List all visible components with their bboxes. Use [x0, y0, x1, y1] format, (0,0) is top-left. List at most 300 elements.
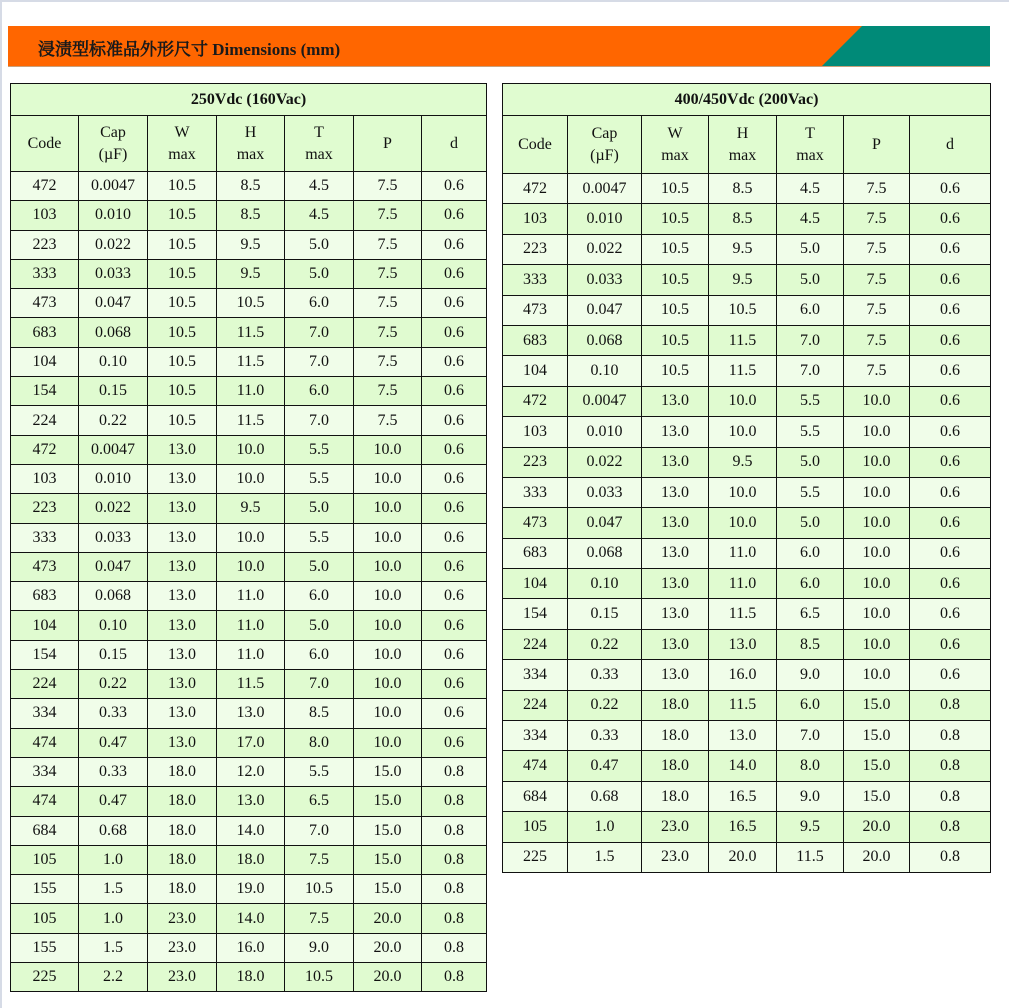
column-header-h-max: [217, 116, 285, 172]
cell-h-max: 13.0: [709, 629, 777, 659]
column-header-p: [354, 116, 422, 172]
voltage-rating-title: 250Vdc (160Vac): [11, 84, 487, 116]
cell-code: 473: [503, 295, 568, 325]
cell-w-max: 23.0: [148, 904, 217, 933]
cell-d: 0.6: [422, 640, 487, 669]
cell-d: 0.6: [422, 699, 487, 728]
cell-h-max: 10.0: [217, 464, 285, 493]
cell-cap: 0.010: [568, 417, 642, 447]
table-row: [11, 611, 487, 640]
cell-p: 10.0: [844, 447, 910, 477]
cell-h-max: 14.0: [217, 816, 285, 845]
cell-d: 0.6: [422, 377, 487, 406]
cell-h-max: 11.5: [217, 406, 285, 435]
column-header-sublabel: (µF): [98, 145, 128, 163]
table-row: [11, 904, 487, 933]
table-row: [11, 699, 487, 728]
cell-cap: 0.022: [568, 234, 642, 264]
cell-d: 0.6: [422, 435, 487, 464]
cell-code: 473: [11, 552, 79, 581]
cell-code: 104: [503, 569, 568, 599]
cell-p: 7.5: [844, 356, 910, 386]
column-header-sublabel: max: [236, 145, 265, 163]
cell-cap: 1.5: [79, 933, 148, 962]
cell-w-max: 18.0: [642, 751, 709, 781]
cell-w-max: 10.5: [148, 406, 217, 435]
cell-h-max: 11.0: [217, 377, 285, 406]
column-header-label: Cap: [591, 124, 618, 142]
table-row: [503, 690, 991, 720]
cell-w-max: 23.0: [642, 842, 709, 872]
cell-cap: 0.22: [568, 629, 642, 659]
cell-t-max: 7.0: [285, 318, 354, 347]
cell-code: 684: [11, 816, 79, 845]
cell-p: 10.0: [844, 508, 910, 538]
table-row: [503, 569, 991, 599]
cell-cap: 0.047: [568, 295, 642, 325]
table-row: [11, 406, 487, 435]
cell-p: 15.0: [354, 875, 422, 904]
column-header-sublabel: max: [728, 146, 757, 164]
cell-cap: 0.10: [79, 611, 148, 640]
cell-d: 0.8: [422, 787, 487, 816]
cell-t-max: 10.5: [285, 963, 354, 992]
cell-t-max: 5.0: [777, 265, 844, 295]
cell-d: 0.8: [910, 690, 991, 720]
cell-d: 0.6: [910, 325, 991, 355]
cell-cap: 0.022: [568, 447, 642, 477]
column-header-label: T: [805, 124, 815, 142]
cell-p: 7.5: [844, 234, 910, 264]
cell-w-max: 13.0: [642, 477, 709, 507]
cell-p: 7.5: [354, 406, 422, 435]
cell-w-max: 10.5: [148, 259, 217, 288]
cell-p: 15.0: [844, 781, 910, 811]
table-row: [503, 599, 991, 629]
table-row: [503, 842, 991, 872]
column-header-w-max: [148, 116, 217, 172]
cell-w-max: 10.5: [148, 318, 217, 347]
cell-w-max: 13.0: [148, 611, 217, 640]
cell-w-max: 23.0: [642, 812, 709, 842]
cell-p: 20.0: [844, 812, 910, 842]
cell-d: 0.6: [422, 611, 487, 640]
section-banner: [8, 26, 990, 67]
cell-p: 10.0: [354, 523, 422, 552]
table-row: [503, 234, 991, 264]
cell-code: 155: [11, 875, 79, 904]
cell-d: 0.6: [910, 538, 991, 568]
cell-h-max: 10.0: [709, 417, 777, 447]
cell-t-max: 5.5: [285, 464, 354, 493]
cell-d: 0.6: [422, 289, 487, 318]
cell-t-max: 6.0: [285, 377, 354, 406]
cell-p: 7.5: [354, 318, 422, 347]
cell-cap: 0.22: [79, 670, 148, 699]
cell-t-max: 9.0: [777, 781, 844, 811]
table-row: [503, 721, 991, 751]
cell-w-max: 10.5: [148, 347, 217, 376]
table-row: [503, 538, 991, 568]
cell-p: 7.5: [354, 259, 422, 288]
cell-cap: 0.22: [79, 406, 148, 435]
cell-t-max: 7.5: [285, 904, 354, 933]
table-row: [503, 477, 991, 507]
cell-t-max: 6.0: [777, 538, 844, 568]
cell-p: 10.0: [844, 599, 910, 629]
cell-h-max: 10.5: [709, 295, 777, 325]
cell-d: 0.8: [910, 842, 991, 872]
cell-cap: 0.0047: [568, 174, 642, 204]
cell-code: 104: [11, 611, 79, 640]
table-row: [11, 464, 487, 493]
cell-h-max: 10.5: [217, 289, 285, 318]
cell-d: 0.6: [422, 523, 487, 552]
cell-w-max: 18.0: [148, 875, 217, 904]
column-header-sublabel: max: [661, 146, 689, 164]
cell-d: 0.8: [422, 904, 487, 933]
cell-d: 0.6: [910, 477, 991, 507]
cell-h-max: 8.5: [709, 204, 777, 234]
cell-d: 0.6: [422, 670, 487, 699]
cell-t-max: 7.0: [777, 356, 844, 386]
cell-p: 15.0: [844, 690, 910, 720]
cell-d: 0.6: [910, 660, 991, 690]
cell-p: 10.0: [354, 435, 422, 464]
column-header-label: d: [946, 135, 955, 153]
table-row: [503, 386, 991, 416]
cell-d: 0.8: [422, 963, 487, 992]
cell-cap: 0.47: [568, 751, 642, 781]
cell-code: 333: [503, 265, 568, 295]
cell-h-max: 10.0: [217, 435, 285, 464]
cell-d: 0.6: [910, 629, 991, 659]
cell-cap: 0.047: [79, 289, 148, 318]
cell-p: 7.5: [354, 201, 422, 230]
cell-cap: 0.15: [79, 377, 148, 406]
cell-code: 683: [11, 318, 79, 347]
cell-code: 683: [503, 325, 568, 355]
cell-cap: 0.0047: [568, 386, 642, 416]
cell-t-max: 6.5: [777, 599, 844, 629]
table-row: [503, 417, 991, 447]
table-row: [11, 435, 487, 464]
cell-h-max: 9.5: [217, 494, 285, 523]
cell-d: 0.6: [910, 265, 991, 295]
cell-p: 7.5: [354, 289, 422, 318]
cell-cap: 0.15: [568, 599, 642, 629]
cell-h-max: 9.5: [709, 265, 777, 295]
cell-h-max: 8.5: [217, 172, 285, 201]
cell-p: 10.0: [844, 629, 910, 659]
cell-cap: 0.068: [568, 538, 642, 568]
cell-h-max: 11.0: [217, 640, 285, 669]
cell-t-max: 4.5: [777, 174, 844, 204]
cell-code: 104: [503, 356, 568, 386]
cell-h-max: 8.5: [709, 174, 777, 204]
cell-d: 0.6: [422, 318, 487, 347]
table-row: [11, 201, 487, 230]
cell-h-max: 18.0: [217, 963, 285, 992]
cell-code: 333: [11, 259, 79, 288]
column-header-h-max: [709, 116, 777, 174]
cell-t-max: 8.0: [285, 728, 354, 757]
cell-h-max: 9.5: [709, 447, 777, 477]
cell-h-max: 16.0: [217, 933, 285, 962]
table-row: [11, 875, 487, 904]
cell-code: 155: [11, 933, 79, 962]
cell-w-max: 13.0: [642, 417, 709, 447]
cell-d: 0.6: [910, 234, 991, 264]
column-header-w-max: [642, 116, 709, 174]
column-header-sublabel: (µF): [590, 146, 619, 164]
cell-code: 225: [11, 963, 79, 992]
cell-code: 334: [11, 757, 79, 786]
cell-t-max: 5.0: [777, 447, 844, 477]
cell-h-max: 10.0: [709, 508, 777, 538]
column-header-label: P: [872, 135, 881, 153]
cell-w-max: 10.5: [148, 377, 217, 406]
cell-p: 10.0: [844, 538, 910, 568]
cell-code: 223: [11, 494, 79, 523]
cell-h-max: 11.5: [217, 347, 285, 376]
cell-cap: 0.10: [568, 569, 642, 599]
cell-d: 0.8: [910, 781, 991, 811]
cell-w-max: 10.5: [642, 325, 709, 355]
table-row: [11, 230, 487, 259]
column-header-sublabel: max: [796, 146, 824, 164]
cell-p: 20.0: [354, 933, 422, 962]
cell-d: 0.8: [422, 757, 487, 786]
cell-t-max: 6.0: [777, 690, 844, 720]
cell-code: 334: [11, 699, 79, 728]
cell-t-max: 8.5: [285, 699, 354, 728]
cell-t-max: 5.0: [285, 552, 354, 581]
cell-code: 154: [11, 640, 79, 669]
cell-t-max: 4.5: [285, 201, 354, 230]
cell-p: 10.0: [844, 417, 910, 447]
cell-w-max: 18.0: [642, 721, 709, 751]
cell-cap: 0.33: [79, 699, 148, 728]
cell-code: 223: [503, 234, 568, 264]
cell-w-max: 13.0: [642, 447, 709, 477]
cell-w-max: 10.5: [148, 172, 217, 201]
cell-p: 10.0: [844, 569, 910, 599]
cell-t-max: 6.0: [777, 295, 844, 325]
cell-t-max: 11.5: [777, 842, 844, 872]
column-header-label: W: [667, 124, 683, 142]
cell-cap: 0.022: [79, 230, 148, 259]
cell-cap: 0.068: [79, 318, 148, 347]
cell-h-max: 9.5: [217, 230, 285, 259]
cell-h-max: 11.0: [217, 582, 285, 611]
cell-d: 0.6: [910, 447, 991, 477]
cell-h-max: 16.5: [709, 781, 777, 811]
cell-d: 0.6: [422, 464, 487, 493]
cell-p: 7.5: [844, 204, 910, 234]
cell-t-max: 7.0: [285, 816, 354, 845]
table-row: [11, 582, 487, 611]
cell-code: 472: [11, 172, 79, 201]
table-row: [11, 670, 487, 699]
dimensions-table-400-450vdc: [502, 83, 991, 873]
column-header-d: [910, 116, 991, 174]
cell-w-max: 18.0: [148, 757, 217, 786]
cell-d: 0.6: [910, 174, 991, 204]
cell-p: 10.0: [844, 660, 910, 690]
cell-cap: 0.010: [79, 464, 148, 493]
cell-code: 224: [503, 690, 568, 720]
cell-p: 10.0: [844, 477, 910, 507]
table-row: [503, 781, 991, 811]
page-top-edge: [0, 0, 1009, 2]
table-row: [503, 325, 991, 355]
cell-d: 0.6: [422, 201, 487, 230]
cell-p: 10.0: [354, 464, 422, 493]
cell-code: 333: [11, 523, 79, 552]
table-row: [11, 640, 487, 669]
cell-w-max: 18.0: [148, 845, 217, 874]
cell-cap: 0.33: [79, 757, 148, 786]
cell-h-max: 11.0: [709, 538, 777, 568]
cell-p: 7.5: [844, 295, 910, 325]
cell-t-max: 6.0: [285, 289, 354, 318]
cell-t-max: 7.0: [285, 406, 354, 435]
cell-w-max: 10.5: [642, 234, 709, 264]
column-header-row: [11, 116, 487, 172]
cell-cap: 0.010: [568, 204, 642, 234]
table-row: [11, 172, 487, 201]
cell-w-max: 13.0: [642, 569, 709, 599]
cell-code: 473: [11, 289, 79, 318]
cell-p: 7.5: [844, 265, 910, 295]
cell-h-max: 11.5: [709, 599, 777, 629]
cell-cap: 0.22: [568, 690, 642, 720]
cell-code: 103: [11, 201, 79, 230]
cell-h-max: 14.0: [709, 751, 777, 781]
cell-w-max: 13.0: [642, 660, 709, 690]
cell-t-max: 5.0: [285, 494, 354, 523]
cell-w-max: 13.0: [148, 435, 217, 464]
table-row: [503, 508, 991, 538]
cell-t-max: 6.5: [285, 787, 354, 816]
cell-h-max: 10.0: [709, 477, 777, 507]
cell-p: 20.0: [354, 904, 422, 933]
cell-cap: 0.68: [568, 781, 642, 811]
cell-h-max: 11.0: [217, 611, 285, 640]
cell-cap: 0.022: [79, 494, 148, 523]
cell-t-max: 7.0: [285, 670, 354, 699]
table-row: [11, 523, 487, 552]
cell-h-max: 13.0: [217, 699, 285, 728]
cell-h-max: 11.5: [709, 325, 777, 355]
cell-d: 0.6: [910, 295, 991, 325]
table-row: [11, 933, 487, 962]
column-header-label: Cap: [100, 123, 126, 141]
column-header-sublabel: max: [305, 145, 333, 163]
column-header-code: [11, 116, 79, 172]
table-row: [11, 757, 487, 786]
cell-cap: 0.033: [568, 477, 642, 507]
table-group-header-row: [503, 84, 991, 116]
cell-w-max: 10.5: [642, 295, 709, 325]
cell-cap: 0.47: [79, 728, 148, 757]
cell-h-max: 8.5: [217, 201, 285, 230]
cell-d: 0.6: [422, 552, 487, 581]
cell-code: 105: [11, 904, 79, 933]
cell-w-max: 10.5: [148, 289, 217, 318]
cell-t-max: 5.5: [777, 477, 844, 507]
cell-p: 15.0: [354, 845, 422, 874]
cell-code: 683: [503, 538, 568, 568]
column-header-cap: [568, 116, 642, 174]
cell-d: 0.8: [910, 812, 991, 842]
column-header-label: d: [450, 134, 459, 152]
cell-d: 0.6: [422, 406, 487, 435]
table-row: [503, 812, 991, 842]
cell-code: 103: [503, 204, 568, 234]
cell-cap: 0.068: [79, 582, 148, 611]
cell-code: 334: [503, 660, 568, 690]
cell-p: 20.0: [354, 963, 422, 992]
column-header-label: T: [314, 123, 324, 141]
cell-cap: 0.47: [79, 787, 148, 816]
cell-cap: 0.68: [79, 816, 148, 845]
table-row: [503, 629, 991, 659]
banner-teal-accent: [822, 26, 990, 66]
column-header-label: Code: [518, 135, 552, 153]
cell-cap: 0.33: [568, 660, 642, 690]
cell-t-max: 6.0: [777, 569, 844, 599]
cell-d: 0.6: [910, 417, 991, 447]
cell-h-max: 9.5: [709, 234, 777, 264]
table-row: [11, 347, 487, 376]
cell-h-max: 18.0: [217, 845, 285, 874]
cell-w-max: 10.5: [642, 174, 709, 204]
cell-w-max: 13.0: [642, 386, 709, 416]
cell-p: 15.0: [354, 757, 422, 786]
cell-p: 10.0: [354, 582, 422, 611]
column-header-label: W: [174, 123, 190, 141]
cell-w-max: 10.5: [642, 356, 709, 386]
cell-w-max: 18.0: [642, 781, 709, 811]
cell-t-max: 6.0: [285, 640, 354, 669]
cell-p: 7.5: [844, 174, 910, 204]
cell-code: 684: [503, 781, 568, 811]
cell-w-max: 13.0: [148, 523, 217, 552]
cell-h-max: 10.0: [217, 552, 285, 581]
cell-t-max: 6.0: [285, 582, 354, 611]
cell-t-max: 5.5: [285, 523, 354, 552]
cell-code: 103: [11, 464, 79, 493]
cell-code: 154: [11, 377, 79, 406]
cell-t-max: 5.0: [285, 259, 354, 288]
column-header-label: H: [736, 124, 749, 142]
cell-code: 224: [503, 629, 568, 659]
cell-d: 0.6: [422, 347, 487, 376]
cell-cap: 0.0047: [79, 172, 148, 201]
table-row: [11, 259, 487, 288]
cell-cap: 0.33: [568, 721, 642, 751]
cell-p: 10.0: [354, 611, 422, 640]
cell-t-max: 8.5: [777, 629, 844, 659]
cell-cap: 0.068: [568, 325, 642, 355]
cell-w-max: 10.5: [642, 265, 709, 295]
column-header-row: [503, 116, 991, 174]
cell-code: 224: [11, 670, 79, 699]
cell-d: 0.6: [422, 172, 487, 201]
cell-p: 10.0: [354, 699, 422, 728]
